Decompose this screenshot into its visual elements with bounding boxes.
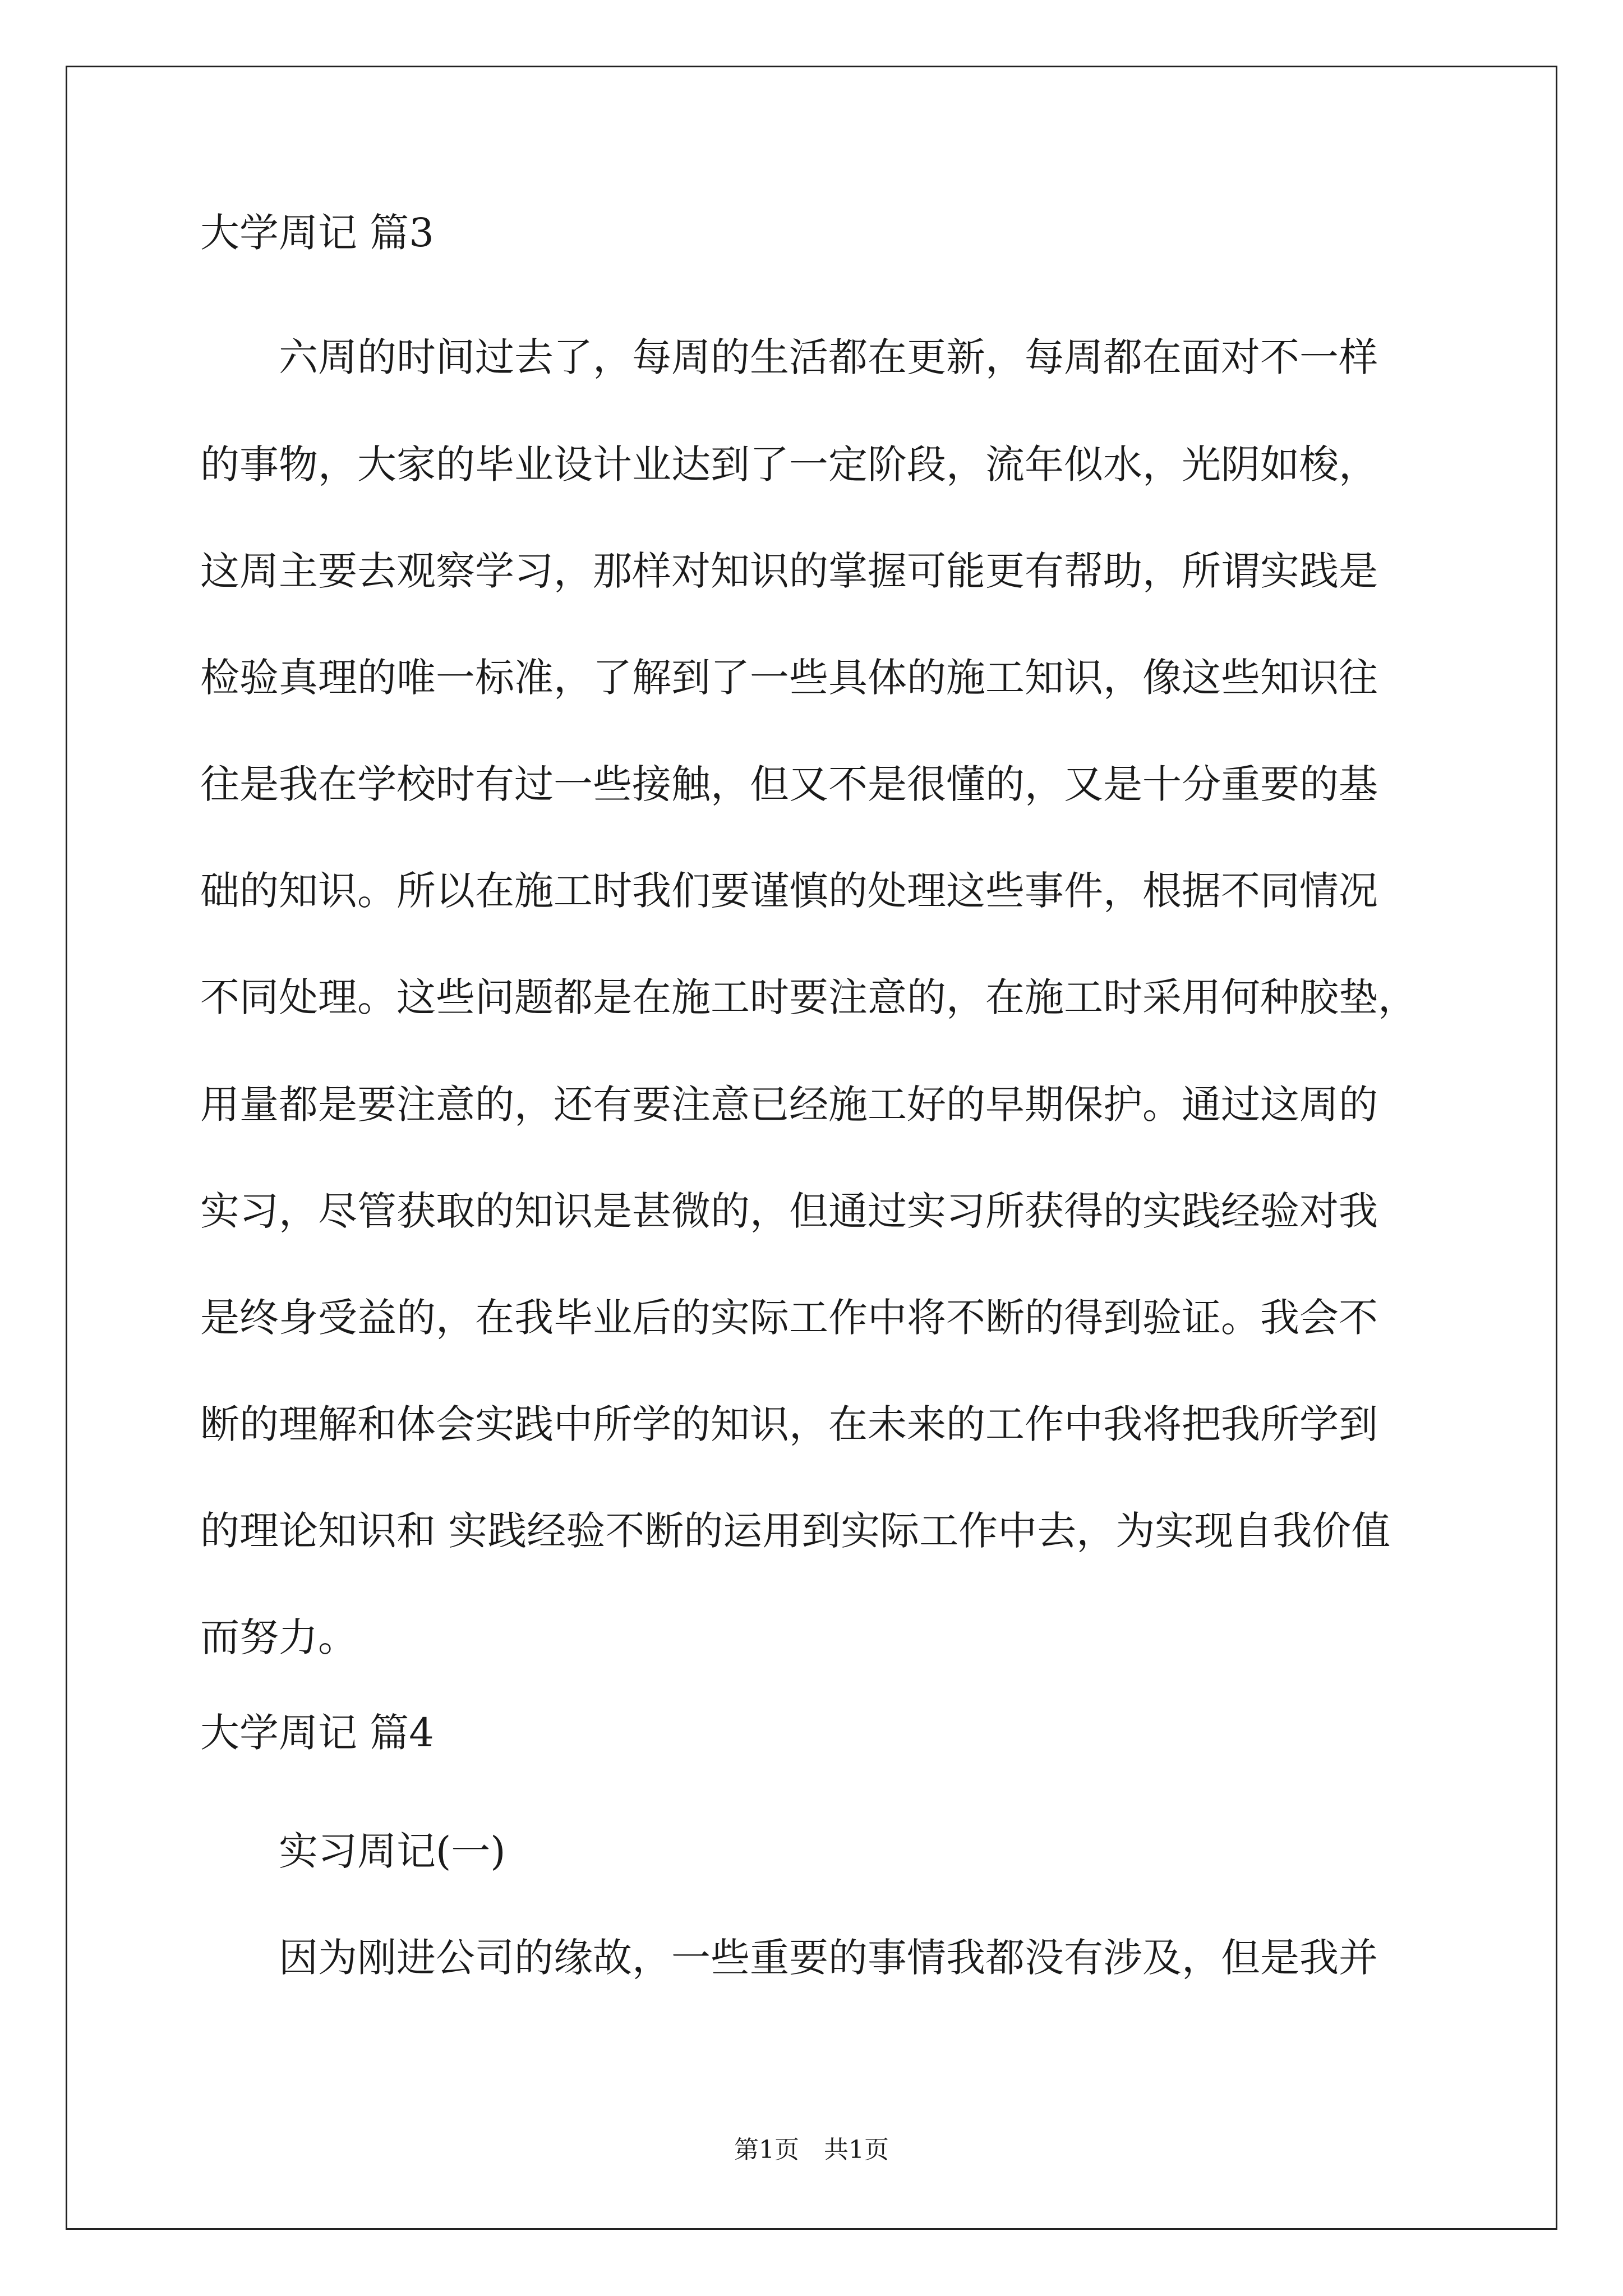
subsection-heading: 实习周记(一) xyxy=(200,1828,506,1874)
paragraph-line: 不同处理。这些问题都是在施工时要注意的，在施工时采用何种胶垫， xyxy=(200,974,1417,1020)
paragraph-line: 六周的时间过去了，每周的生活都在更新，每周都在面对不一样 xyxy=(200,334,1378,380)
section-heading: 大学周记 篇4 xyxy=(200,1710,434,1756)
paragraph-line: 检验真理的唯一标准，了解到了一些具体的施工知识，像这些知识往 xyxy=(200,655,1378,701)
paragraph-line: 用量都是要注意的，还有要注意已经施工好的早期保护。通过这周的 xyxy=(200,1082,1378,1128)
section-heading: 大学周记 篇3 xyxy=(200,210,434,256)
paragraph-line: 是终身受益的，在我毕业后的实际工作中将不断的得到验证。我会不 xyxy=(200,1295,1378,1341)
paragraph-line: 而努力。 xyxy=(200,1614,357,1660)
page-footer: 第1页 共1页 xyxy=(734,2136,889,2164)
paragraph-line: 的事物，大家的毕业设计业达到了一定阶段，流年似水，光阴如梭， xyxy=(200,441,1378,487)
paragraph-line: 因为刚进公司的缘故，一些重要的事情我都没有涉及，但是我并 xyxy=(200,1935,1378,1981)
paragraph-line: 这周主要去观察学习，那样对知识的掌握可能更有帮助，所谓实践是 xyxy=(200,548,1378,594)
paragraph-line: 实习，尽管获取的知识是甚微的，但通过实习所获得的实践经验对我 xyxy=(200,1188,1378,1234)
paragraph-line: 往是我在学校时有过一些接触，但又不是很懂的，又是十分重要的基 xyxy=(200,761,1378,807)
page-border xyxy=(66,66,1557,2230)
paragraph-line: 的理论知识和 实践经验不断的运用到实际工作中去，为实现自我价值 xyxy=(200,1508,1391,1554)
paragraph-line: 断的理解和体会实践中所学的知识，在未来的工作中我将把我所学到 xyxy=(200,1401,1378,1447)
paragraph-line: 础的知识。所以在施工时我们要谨慎的处理这些事件，根据不同情况 xyxy=(200,868,1378,914)
